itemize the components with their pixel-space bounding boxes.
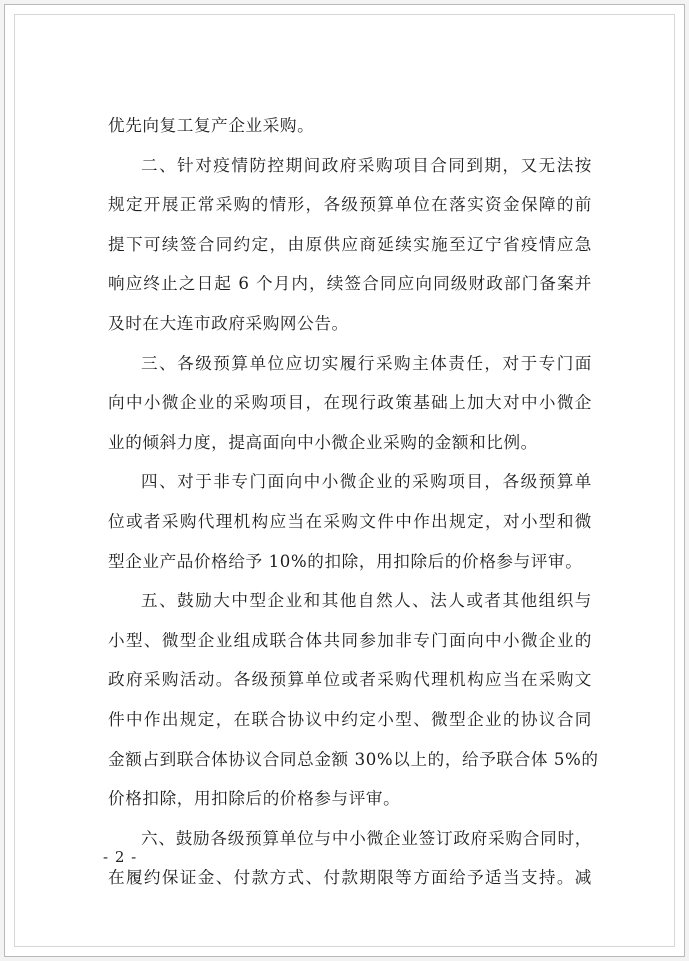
text-line: 在履约保证金、付款方式、付款期限等方面给予适当支持。减	[108, 868, 592, 888]
text-line: 金额占到联合体协议合同总金额 30%以上的，给予联合体 5%的	[108, 749, 599, 769]
text-line: 型企业产品价格给予 10%的扣除，用扣除后的价格参与评审。	[108, 551, 583, 571]
text-line: 向中小微企业的采购项目，在现行政策基础上加大对中小微企	[108, 393, 592, 413]
paragraph-6-start: 六、鼓励各级预算单位与中小微企业签订政府采购合同时，	[141, 828, 592, 848]
text-line: 优先向复工复产企业采购。	[108, 116, 315, 135]
text-line: 小型、微型企业组成联合体共同参加非专门面向中小微企业的	[108, 630, 592, 650]
text-line: 件中作出规定，在联合协议中约定小型、微型企业的协议合同	[108, 709, 592, 729]
page-number: - 2 -	[103, 848, 138, 866]
text-line: 业的倾斜力度，提高面向中小微企业采购的金额和比例。	[108, 432, 538, 452]
text-line: 政府采购活动。各级预算单位或者采购代理机构应当在采购文	[108, 670, 592, 690]
text-line: 价格扣除，用扣除后的价格参与评审。	[108, 789, 401, 809]
paragraph-4-start: 四、对于非专门面向中小微企业的采购项目，各级预算单	[141, 472, 592, 492]
paragraph-3-start: 三、各级预算单位应切实履行采购主体责任，对于专门面	[141, 353, 592, 373]
text-line: 及时在大连市政府采购网公告。	[108, 313, 349, 333]
text-line: 位或者采购代理机构应当在采购文件中作出规定，对小型和微	[108, 511, 592, 531]
text-line: 提下可续签合同约定，由原供应商延续实施至辽宁省疫情应急	[108, 234, 592, 254]
document-body	[108, 106, 599, 898]
text-line: 规定开展正常采购的情形，各级预算单位在落实资金保障的前	[108, 195, 592, 215]
text-line: 响应终止之日起 6 个月内，续签合同应向同级财政部门备案并	[108, 274, 592, 294]
paragraph-5-start: 五、鼓励大中型企业和其他自然人、法人或者其他组织与	[141, 591, 592, 611]
paragraph-2-start: 二、针对疫情防控期间政府采购项目合同到期，又无法按	[141, 155, 592, 175]
